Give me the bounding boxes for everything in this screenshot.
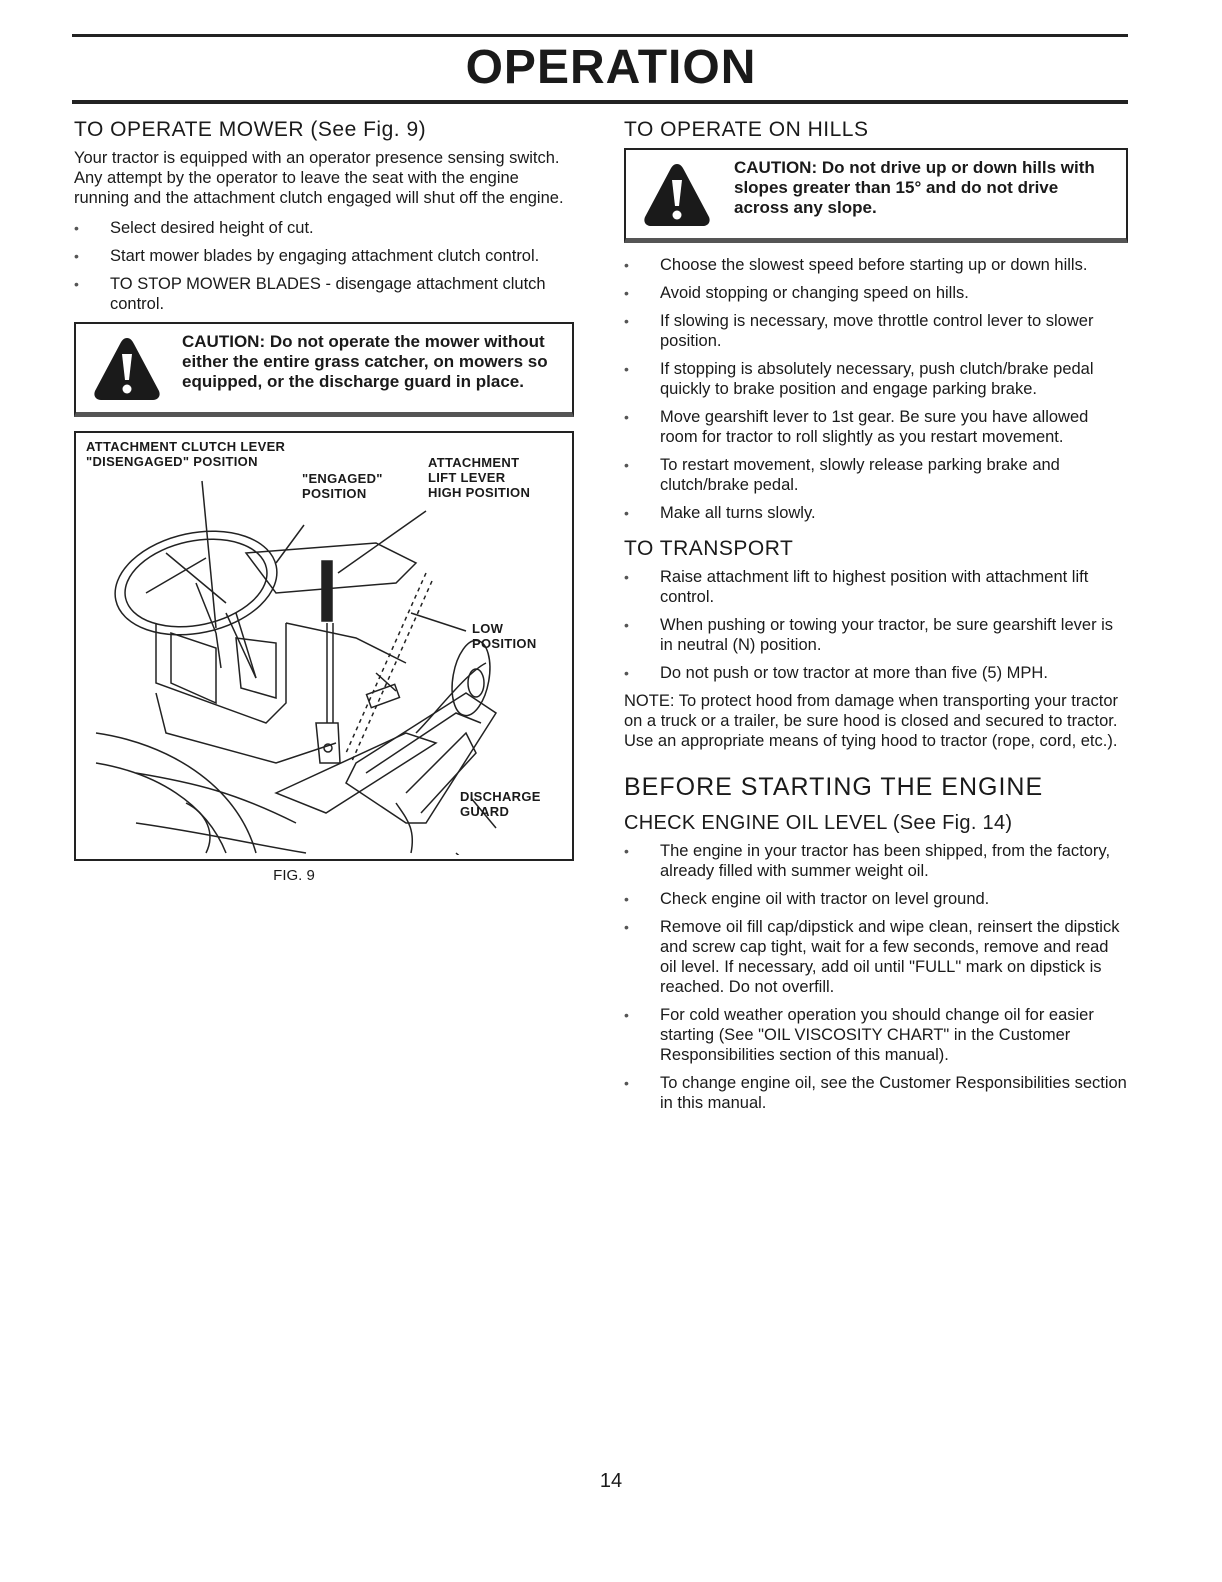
transport-bullet-list bbox=[624, 567, 1128, 683]
label-engaged-position: "ENGAGED" POSITION bbox=[302, 471, 383, 501]
list-item: • If slowing is necessary, move throttle control lever to slower position. bbox=[624, 311, 1128, 351]
header-top-rule bbox=[72, 34, 1128, 37]
hills-heading: TO OPERATE ON HILLS bbox=[624, 118, 869, 141]
mower-intro: Your tractor is equipped with an operator presence sensing switch. Any attempt by the operator to leave the seat with the engine running and the attachment clutch engaged will shut off the engine. bbox=[74, 149, 564, 207]
label-clutch-lever: ATTACHMENT CLUTCH LEVER "DISENGAGED" POSITION bbox=[86, 439, 286, 469]
list-item: • Make all turns slowly. bbox=[624, 503, 1128, 523]
left-column bbox=[74, 118, 574, 884]
hills-caution-box bbox=[624, 148, 1128, 243]
label-discharge-guard: DISCHARGE GUARD bbox=[460, 789, 541, 819]
list-item: • To restart movement, slowly release parking brake and clutch/brake pedal. bbox=[624, 455, 1128, 495]
list-item: • When pushing or towing your tractor, be sure gearshift lever is in neutral (N) position. bbox=[624, 615, 1128, 655]
oil-level-heading: CHECK ENGINE OIL LEVEL (See Fig. 14) bbox=[624, 812, 1013, 834]
list-item: • To change engine oil, see the Customer Responsibilities section in this manual. bbox=[624, 1073, 1128, 1113]
list-item: • Move gearshift lever to 1st gear. Be sure you have allowed room for tractor to roll slightly as you restart movement. bbox=[624, 407, 1128, 447]
page-title: OPERATION bbox=[465, 41, 757, 94]
right-column bbox=[624, 118, 1128, 1121]
page-number: 14 bbox=[599, 1470, 623, 1492]
list-item: • Do not push or tow tractor at more than five (5) MPH. bbox=[624, 663, 1128, 683]
mower-caution-box bbox=[74, 322, 574, 417]
list-item: • Choose the slowest speed before starting up or down hills. bbox=[624, 255, 1128, 275]
list-item: • Remove oil fill cap/dipstick and wipe clean, reinsert the dipstick and screw cap tight, wait for a few seconds, remove and read oil level. If necessary, add oil until "FULL" mark on dipstick is reached. Do not overfill. bbox=[624, 917, 1128, 997]
list-item: • Select desired height of cut. bbox=[74, 218, 574, 238]
list-item: • Raise attachment lift to highest position with attachment lift control. bbox=[624, 567, 1128, 607]
list-item: • Avoid stopping or changing speed on hills. bbox=[624, 283, 1128, 303]
caution-text: CAUTION: Do not drive up or down hills with slopes greater than 15° and do not drive across any slope. bbox=[734, 158, 1095, 217]
warning-icon bbox=[642, 162, 712, 228]
list-item: • Start mower blades by engaging attachment clutch control. bbox=[74, 246, 574, 266]
label-low-position: LOW POSITION bbox=[472, 621, 537, 651]
transport-heading: TO TRANSPORT bbox=[624, 537, 794, 560]
warning-icon bbox=[92, 336, 162, 402]
list-item: • Check engine oil with tractor on level ground. bbox=[624, 889, 1128, 909]
label-attachment-lift: ATTACHMENT LIFT LEVER HIGH POSITION bbox=[428, 455, 531, 500]
transport-note: NOTE: To protect hood from damage when transporting your tractor on a truck or a trailer, be sure hood is closed and secured to tractor. Use an appropriate means of tying hood to tractor (rope, cord, etc.). bbox=[624, 692, 1119, 750]
list-item: • TO STOP MOWER BLADES - disengage attachment clutch control. bbox=[74, 274, 574, 314]
before-starting-heading: BEFORE STARTING THE ENGINE bbox=[624, 773, 1044, 801]
list-item: • For cold weather operation you should change oil for easier starting (See "OIL VISCOSITY CHART" in the Customer Responsibilities section of this manual). bbox=[624, 1005, 1128, 1065]
mower-heading: TO OPERATE MOWER (See Fig. 9) bbox=[74, 118, 427, 141]
list-item: • The engine in your tractor has been shipped, from the factory, already filled with summer weight oil. bbox=[624, 841, 1128, 881]
list-item: • If stopping is absolutely necessary, push clutch/brake pedal quickly to brake position and engage parking brake. bbox=[624, 359, 1128, 399]
mower-bullet-list bbox=[74, 218, 574, 314]
caution-text: CAUTION: Do not operate the mower without either the entire grass catcher, on mowers so equipped, or the discharge guard in place. bbox=[182, 332, 548, 391]
fig9-illustration bbox=[74, 431, 574, 861]
hills-bullet-list bbox=[624, 255, 1128, 523]
oil-bullet-list bbox=[624, 841, 1128, 1113]
header-bottom-rule bbox=[72, 100, 1128, 104]
figure-caption: FIG. 9 bbox=[273, 867, 315, 884]
